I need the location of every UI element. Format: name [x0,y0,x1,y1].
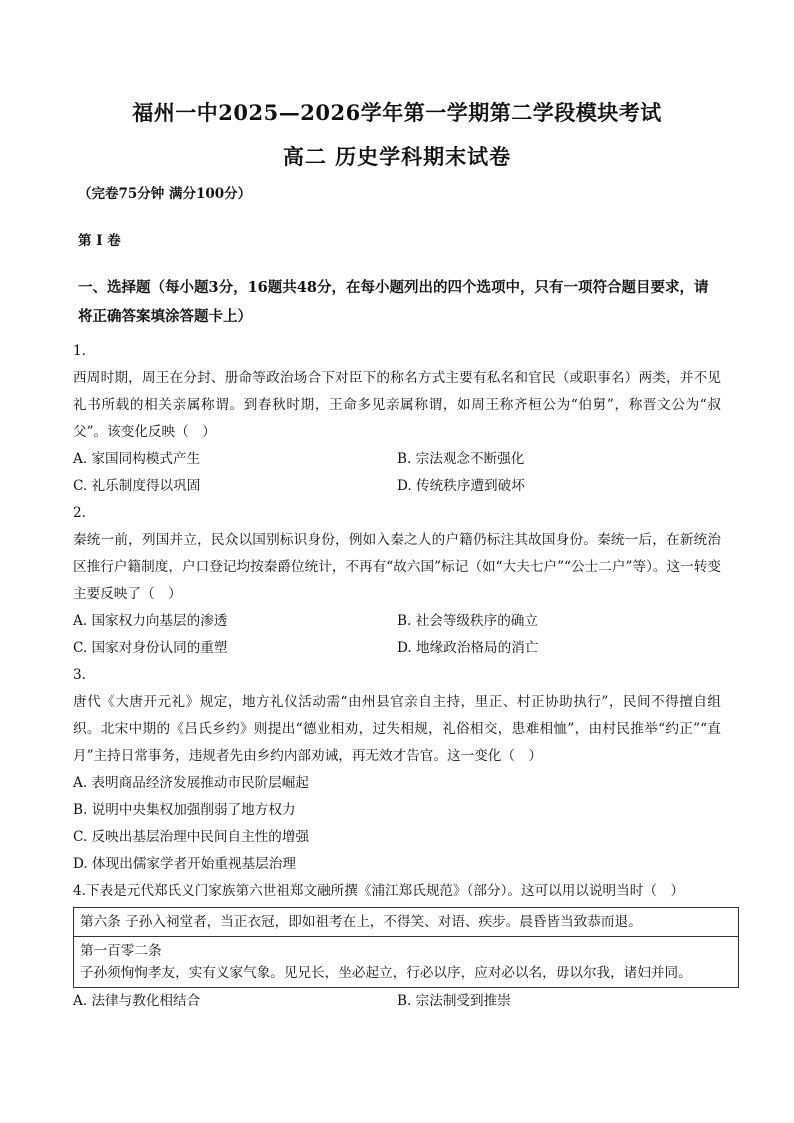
section-heading: 一、选择题（每小题3分，16题共48分，在每小题列出的四个选项中，只有一项符合题目要求，请将正确答案填涂答题卡上） [78,279,709,325]
question-4 [73,878,721,1015]
option-d[interactable]: D. 传统秩序遭到破坏 [397,478,525,494]
table-row [74,908,739,937]
option-a[interactable]: A. 法律与教化相结合 [73,993,201,1009]
table-cell [74,937,739,988]
option-b[interactable]: B. 宗法观念不断强化 [397,451,525,467]
option-a[interactable]: A. 表明商品经济发展推动市民阶层崛起 [73,775,309,791]
question-2 [73,500,721,662]
question-stem-row [73,878,721,905]
option-b[interactable]: B. 宗法制受到推崇 [397,993,511,1009]
question-stem: 下表是元代郑氏义门家族第六世祖郑文融所撰《浦江郑氏规范》（部分）。这可以用以说明当时（ ） [85,883,685,899]
exam-duration-score: （完卷75分钟 满分100分） [78,186,252,202]
question-number: 2. [73,505,86,521]
question-number: 3. [73,667,86,683]
option-c[interactable]: C. 国家对身份认同的重塑 [73,640,228,656]
option-d[interactable]: D. 地缘政治格局的消亡 [397,640,539,656]
option-b[interactable]: B. 说明中央集权加强削弱了地方权力 [73,802,296,818]
volume-label: 第 I 卷 [78,233,121,249]
options [73,608,721,662]
question-3 [73,662,721,878]
table-row [74,937,739,988]
option-a[interactable]: A. 国家权力向基层的渗透 [73,613,228,629]
question-list [73,338,721,1015]
option-b[interactable]: B. 社会等级秩序的确立 [397,613,538,629]
source-table [73,907,739,988]
question-stem: 唐代《大唐开元礼》规定，地方礼仪活动需“由州县官亲自主持，里正、村正协助执行”，民间不得擅自组织。北宋中期的《吕氏乡约》则提出“德业相劝，过失相规，礼俗相交，患难相恤”，由村民推举“约正”“直月”主持日常事务，违规者先由乡约内部劝诫，再无效才告官。这一变化（ ） [73,694,721,764]
question-stem: 秦统一前，列国并立，民众以国别标识身份，例如入秦之人的户籍仍标注其故国身份。秦统一后，在新统治区推行户籍制度，户口登记均按秦爵位统计，不再有“故六国”标记（如“大夫七户”“公士二户”等）。这一转变主要反映了（ ） [73,532,721,602]
question-number: 4. [73,883,86,899]
question-stem: 西周时期，周王在分封、册命等政治场合下对臣下的称名方式主要有私名和官民（或职事名）两类，并不见礼书所载的相关亲属称谓。到春秋时期，王命多见亲属称谓，如周王称齐桓公为“伯舅”，称晋文公为“叔父”。该变化反映（ ） [73,370,721,440]
question-1 [73,338,721,500]
option-a[interactable]: A. 家国同构模式产生 [73,451,201,467]
question-number: 1. [73,343,86,359]
exam-title: 福州一中2025—2026学年第一学期第二学段模块考试 [132,100,662,125]
option-d[interactable]: D. 体现出儒家学者开始重视基层治理 [73,856,296,872]
table-cell: 第六条 子孙入祠堂者，当正衣冠，即如祖考在上，不得笑、对语、疾步。晨昏皆当致恭而退。 [74,908,739,937]
article-title: 第一百零二条 [80,943,162,959]
exam-subtitle: 高二 历史学科期末试卷 [282,144,512,169]
option-c[interactable]: C. 反映出基层治理中民间自主性的增强 [73,829,310,845]
article-text: 子孙须恂恂孝友，实有义家气象。见兄长，坐必起立，行必以序，应对必以名，毋以尔我，诸妇并同。 [80,965,692,981]
options [73,988,721,1015]
option-c[interactable]: C. 礼乐制度得以巩固 [73,478,201,494]
options [73,446,721,500]
